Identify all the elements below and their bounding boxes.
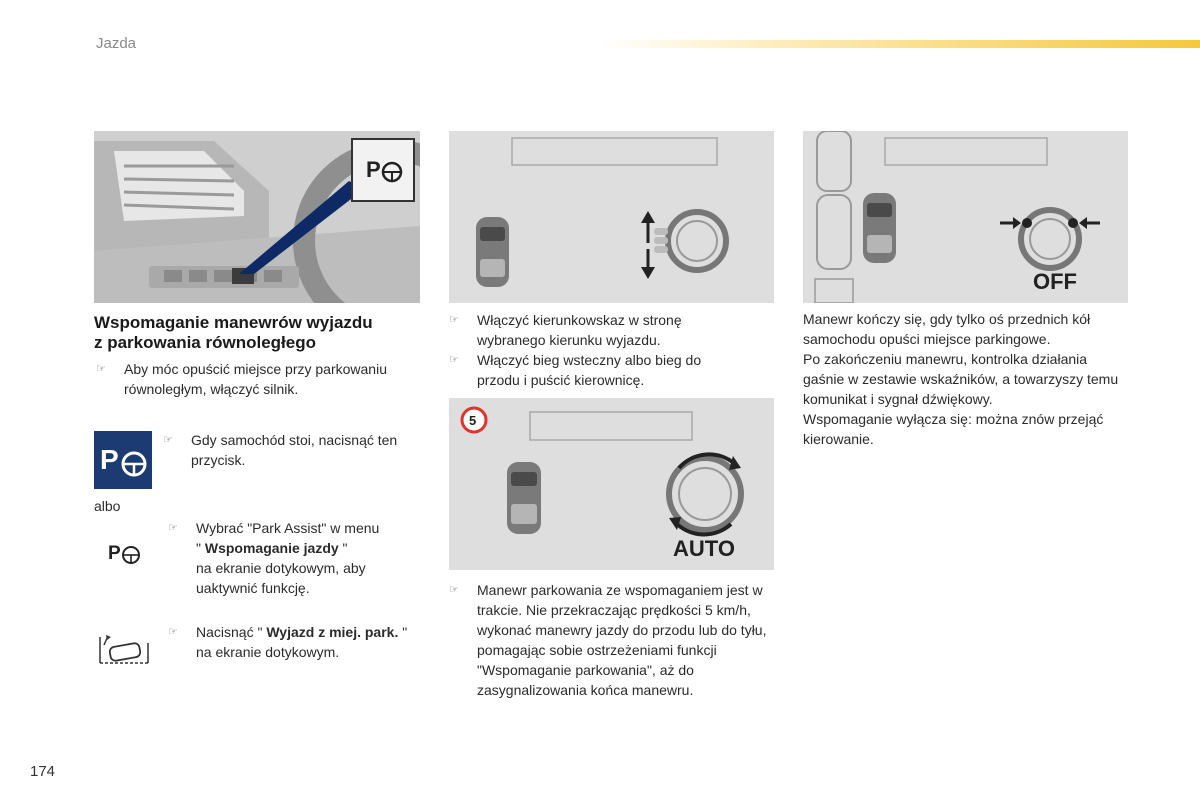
instruction-exit-parking bbox=[168, 622, 428, 662]
instruction-turn-signal bbox=[449, 310, 779, 350]
quote-open: Nacisnąć " bbox=[196, 624, 267, 640]
parking-exit-icon bbox=[98, 633, 150, 665]
paragraph-assist-off: Wspomaganie wyłącza się: można znów przejąć kierowanie. bbox=[803, 411, 1104, 447]
instruction-text: Aby móc opuścić miejsce przy parkowaniu równoległym, włączyć silnik. bbox=[124, 361, 387, 397]
pointing-hand-icon: ☞ bbox=[168, 522, 178, 534]
instruction-text: na ekranie dotykowym, aby uaktywnić funkcję. bbox=[196, 560, 366, 596]
svg-text:P: P bbox=[366, 157, 381, 182]
car-icon bbox=[507, 462, 541, 534]
title-line-1: Wspomaganie manewrów wyjazdu bbox=[94, 313, 373, 332]
result-description bbox=[803, 309, 1128, 449]
svg-text:P: P bbox=[108, 543, 121, 564]
svg-text:P: P bbox=[100, 444, 119, 475]
instruction-text: " na ekranie dotykowym. bbox=[196, 624, 408, 660]
pointing-hand-icon: ☞ bbox=[449, 584, 459, 596]
auto-label: AUTO bbox=[673, 536, 735, 561]
pointing-hand-icon: ☞ bbox=[449, 314, 459, 326]
or-label: albo bbox=[94, 498, 121, 514]
instruction-text: Manewr parkowania ze wspomaganiem jest w trakcie. Nie przekraczając prędkości 5 km/h, wykonać manewry jazdy do przodu lub do tyłu, pomagając sobie ostrzeżeniami funkcji "Wspomaganie parkowania", aż do zasygnalizowania końca manewru. bbox=[477, 582, 767, 698]
diagram-auto-steering bbox=[449, 398, 774, 570]
diagram-off bbox=[803, 131, 1128, 303]
paragraph-indicator-off: Po zakończeniu manewru, kontrolka działania gaśnie w zestawie wskaźników, a towarzyszy temu komunikat i sygnał dźwiękowy. bbox=[803, 351, 1119, 407]
car-icon bbox=[476, 217, 509, 287]
touchscreen-option: Wyjazd z miej. park. bbox=[266, 624, 399, 640]
page-number: 174 bbox=[30, 763, 56, 780]
pointing-hand-icon: ☞ bbox=[96, 363, 106, 375]
quote-close: " bbox=[338, 540, 348, 556]
instruction-start-engine bbox=[96, 359, 426, 399]
speed-badge-text: 5 bbox=[469, 413, 477, 428]
instruction-manoeuvre bbox=[449, 580, 779, 700]
diagram-turn-signal bbox=[449, 131, 774, 303]
pointing-hand-icon: ☞ bbox=[168, 626, 178, 638]
instruction-park-assist-menu bbox=[168, 518, 428, 598]
pointing-hand-icon: ☞ bbox=[163, 434, 173, 446]
instruction-text: Włączyć kierunkowskaz w stronę wybranego kierunku wyjazdu. bbox=[477, 312, 682, 348]
menu-name: Wspomaganie jazdy bbox=[204, 540, 339, 556]
park-assist-button-icon bbox=[94, 431, 152, 489]
quote-open: " bbox=[196, 540, 205, 556]
header-accent-bar bbox=[600, 40, 1200, 48]
instruction-text: Wybrać "Park Assist" w menu bbox=[196, 520, 380, 536]
park-assist-symbol-icon bbox=[108, 538, 142, 566]
section-label: Jazda bbox=[96, 35, 137, 52]
instruction-text: Włączyć bieg wsteczny albo bieg do przodu i puścić kierownicę. bbox=[477, 352, 702, 388]
instruction-select-gear bbox=[449, 350, 779, 390]
paragraph-manoeuvre-end: Manewr kończy się, gdy tylko oś przednich kół samochodu opuści miejsce parkingowe. bbox=[803, 311, 1091, 347]
off-label: OFF bbox=[1033, 269, 1077, 294]
section-title bbox=[94, 313, 424, 353]
instruction-text: Gdy samochód stoi, nacisnąć ten przycisk. bbox=[191, 432, 398, 468]
car-icon bbox=[863, 193, 896, 263]
title-line-2: z parkowania równoległego bbox=[94, 333, 316, 352]
instruction-press-button bbox=[163, 430, 425, 470]
pointing-hand-icon: ☞ bbox=[449, 354, 459, 366]
dashboard-photo bbox=[94, 131, 420, 303]
